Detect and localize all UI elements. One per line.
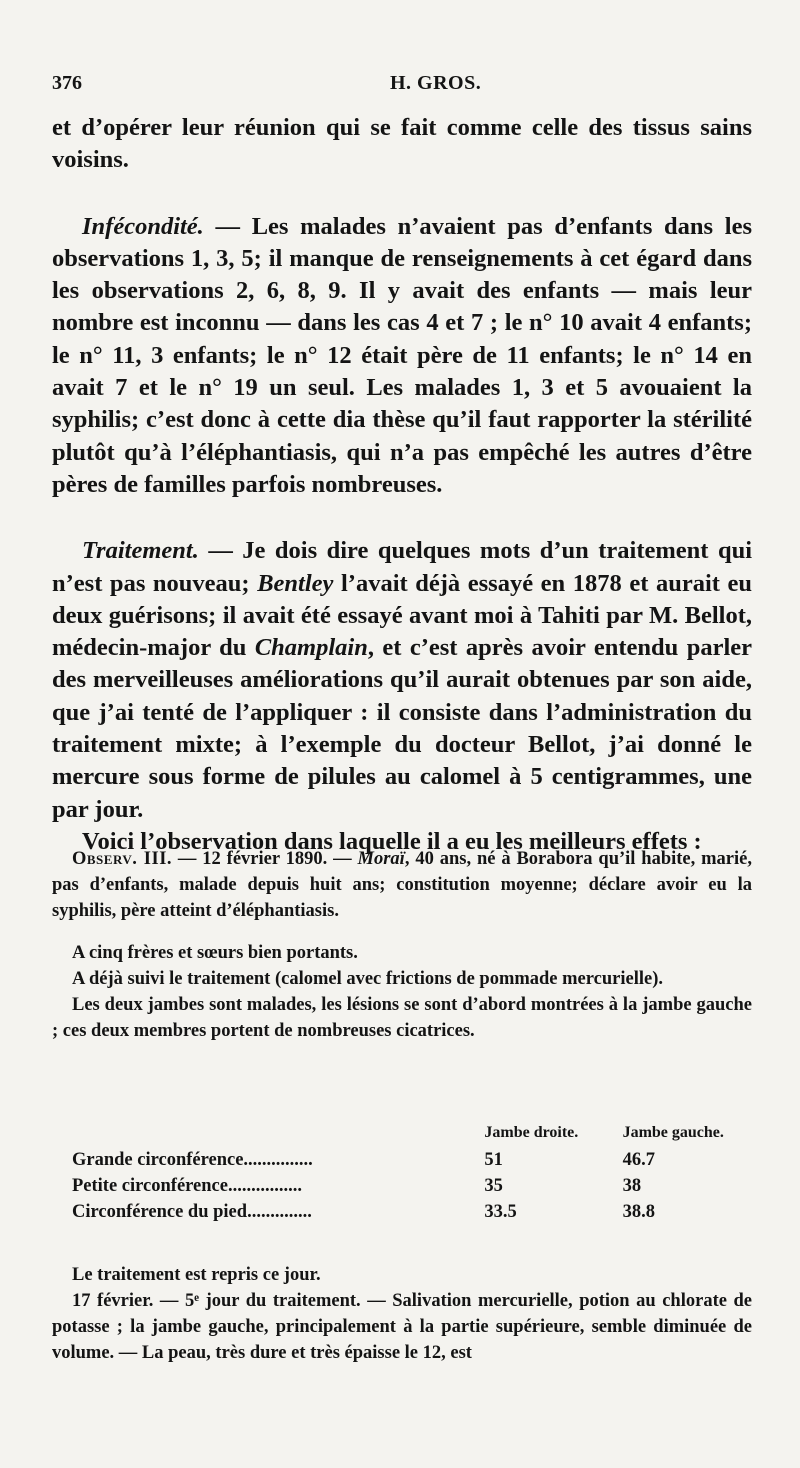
section-heading-infecondite: Infécondité. [82,212,204,240]
observation-date: — 12 février 1890. — [172,849,358,869]
left-leg-value: 46.7 [622,1150,655,1170]
dot-leader: ............... [243,1150,313,1170]
treatment-line: 17 février. — 5ᵉ jour du traitement. — Salivation mercurielle, potion au chlorate de potasse ; la jambe gauche, principalement à la partie supérieure, semble diminuée de volume. — La peau, très dure et très épaisse le 12, est [52,1291,752,1363]
right-leg-value: 33.5 [484,1202,517,1222]
row-label [52,1202,454,1228]
ship-name: Champlain [254,634,368,662]
main-text [52,112,752,858]
patient-name: Moraï [357,849,405,869]
paragraph-continuation: et d’opérer leur réunion qui se fait comme celle des tissus sains voisins. [52,114,752,174]
dot-leader: ................ [227,1176,302,1196]
left-leg-value: 38 [622,1176,642,1196]
observation-line: A déjà suivi le traitement (calomel avec frictions de pommade mercurielle). [72,969,663,989]
table-row [52,1176,752,1202]
dot-leader: .............. [247,1202,312,1222]
observation-line: A cinq frères et sœurs bien portants. [72,943,358,963]
row-label [52,1176,454,1202]
paragraph-text: — Je dois dire quelques mots d’un traitement qui n’est pas nouveau; [52,537,752,597]
column-header-left-leg: Jambe gauche. [622,1124,724,1141]
observation-details: , 40 ans, né à Borabora qu’il habite, marié, pas d’enfants, malade depuis huit ans; constitution moyenne; déclare avoir eu la syphilis, père atteint d’éléphantiasis. [52,849,752,921]
right-leg-value: 35 [484,1176,503,1196]
page-number: 376 [52,72,82,94]
paragraph-intro-observation: Voici l’observation dans laquelle il a eu les meilleurs effets : [82,827,702,855]
column-header-right-leg: Jambe droite. [484,1124,579,1141]
author-name: Bentley [257,569,334,597]
measurement-table [52,1124,752,1228]
paragraph-text: — Les malades n’avaient pas d’enfants dans les observations 1, 3, 5; il manque de renseignements à cet égard dans les observations 2, 6, 8, 9. Il y avait des enfants — mais leur nombre est inconnu — dans les cas 4 et 7 ; le n° 10 avait 4 enfants; le n° 11, 3 enfants; le n° 12 était père de 11 enfants; le n° 14 en avait 7 et le n° 19 un seul. Les malades 1, 3 et 5 avouaient la syphilis; c’est donc à cette dia thèse qu’il faut rapporter la stérilité plutôt qu’à l’éléphantiasis, qui n’a pas empêché les autres d’être pères de familles parfois nombreuses. [52,212,752,498]
observation-header [52,846,752,924]
table-header-row [52,1124,752,1150]
right-leg-value: 51 [484,1150,503,1170]
section-heading-traitement: Traitement. [82,537,199,565]
paragraph-traitement [52,535,752,826]
running-title: H. GROS. [390,72,482,94]
table-row [52,1150,752,1176]
observation-block [52,846,752,1044]
treatment-notes [52,1262,752,1366]
paragraph-text: , et c’est après avoir entendu parler des merveilleuses améliorations qu’il aurait obtenues par son aide, que j’ai tenté de l’appliquer : il consiste dans l’administration du traitement mixte; à l’exemple du docteur Bellot, j’ai donné le mercure sous forme de pilules au calomel à 5 centigrammes, une par jour. [52,634,752,823]
treatment-line: Le traitement est repris ce jour. [72,1265,321,1285]
row-label-text: Petite circonférence [72,1176,228,1196]
column-header-empty [52,1124,454,1150]
row-label [52,1150,454,1176]
left-leg-value: 38.8 [622,1202,655,1222]
observation-line: Les deux jambes sont malades, les lésions se sont d’abord montrées à la jambe gauche ; ces deux membres portent de nombreuses cicatrices. [52,995,752,1041]
observation-label: Observ. III. [72,849,173,869]
row-label-text: Circonférence du pied [72,1202,248,1222]
paragraph-text: l’avait déjà essayé en 1878 et aurait eu deux guérisons; il avait été essayé avant moi à Tahiti par M. Bellot, médecin-major du [52,569,752,662]
row-label-text: Grande circonférence [72,1150,244,1170]
page-header [52,72,752,102]
table-row [52,1202,752,1228]
paragraph-infecondite [52,211,752,502]
